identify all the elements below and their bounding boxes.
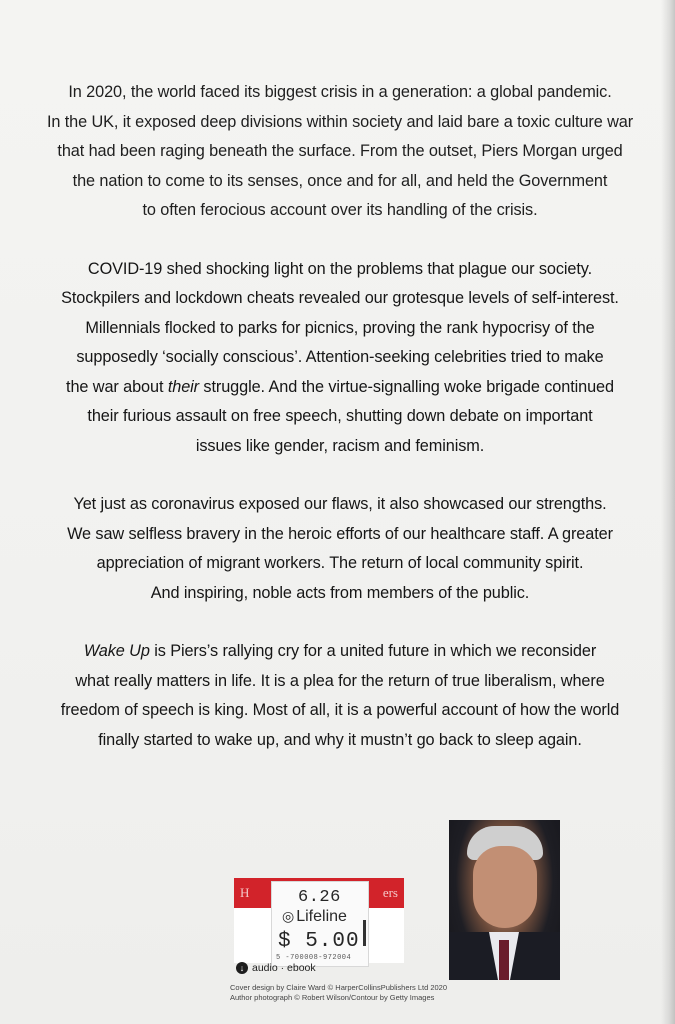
publisher-name-left: H: [240, 885, 250, 900]
blurb-paragraph-2-italic: their: [167, 377, 199, 396]
blurb-paragraph-1: In 2020, the world faced its biggest crisis in a generation: a global pandemic. In the UK, it exposed deep divisions within society and laid bare a toxic culture war that had been raging beneath the surface. From the outset, Piers Morgan urged the nation to come to its senses, once and for all, and held the Government to often ferocious account over its handling of the crisis.: [46, 83, 634, 219]
author-face: [473, 846, 537, 928]
formats-label: audio · ebook: [252, 962, 316, 974]
lifeline-logo-icon: ◎: [282, 908, 295, 924]
blurb-text: [40, 78, 640, 784]
blurb-paragraph-2-text-b: struggle. And the virtue-signalling woke brigade continued their furious assault on free speech, shutting down debate on important issues like gender, racism and feminism.: [87, 377, 614, 455]
cover-credit-line-1: Cover design by Claire Ward © HarperCollinsPublishers Ltd 2020: [230, 983, 448, 992]
price-sticker-brand: [282, 908, 347, 926]
blurb-paragraph-2: [40, 255, 640, 462]
barcode-number: 5 -700008-972004: [276, 954, 352, 962]
price-sticker: [271, 881, 369, 967]
blurb-paragraph-3: Yet just as coronavirus exposed our flaws, it also showcased our strengths. We saw selfless bravery in the heroic efforts of our healthcare staff. A greater appreciation of migrant workers. The return of local community spirit. And inspiring, noble acts from members of the public.: [67, 495, 613, 602]
publisher-name-right: ers: [382, 885, 398, 900]
author-tie: [499, 940, 509, 980]
cover-credits: [230, 983, 447, 1003]
formats-row: [236, 962, 316, 974]
blurb-paragraph-2-text-a: COVID-19 shed shocking light on the problems that plague our society. Stockpilers and lockdown cheats revealed our grotesque levels of self-interest. Millennials flocked to parks for picnics, proving the rank hypocrisy of the supposedly ‘socially conscious’. Attention-seeking celebrities tried to make the war about: [61, 259, 619, 396]
price-sticker-brand-label: Lifeline: [296, 908, 347, 925]
cover-credit-line-2: Author photograph © Robert Wilson/Contour by Getty Images: [230, 993, 435, 1002]
download-icon: ↓: [236, 962, 248, 974]
price-value: $ 5.00: [278, 930, 360, 953]
price-sticker-code: 6.26: [298, 888, 341, 907]
blurb-paragraph-4-text: is Piers’s rallying cry for a united future in which we reconsider what really matters in life. It is a plea for the return of true liberalism, where freedom of speech is king. Most of all, it is a powerful account of how the world finally started to wake up, and why it mustn’t go back to sleep again.: [60, 642, 620, 749]
barcode-bar: [363, 920, 366, 946]
cover-edge-shadow: [661, 0, 675, 1024]
book-title-italic: Wake Up: [83, 642, 150, 660]
author-photo: [449, 820, 560, 980]
blurb-paragraph-4: [40, 637, 640, 755]
